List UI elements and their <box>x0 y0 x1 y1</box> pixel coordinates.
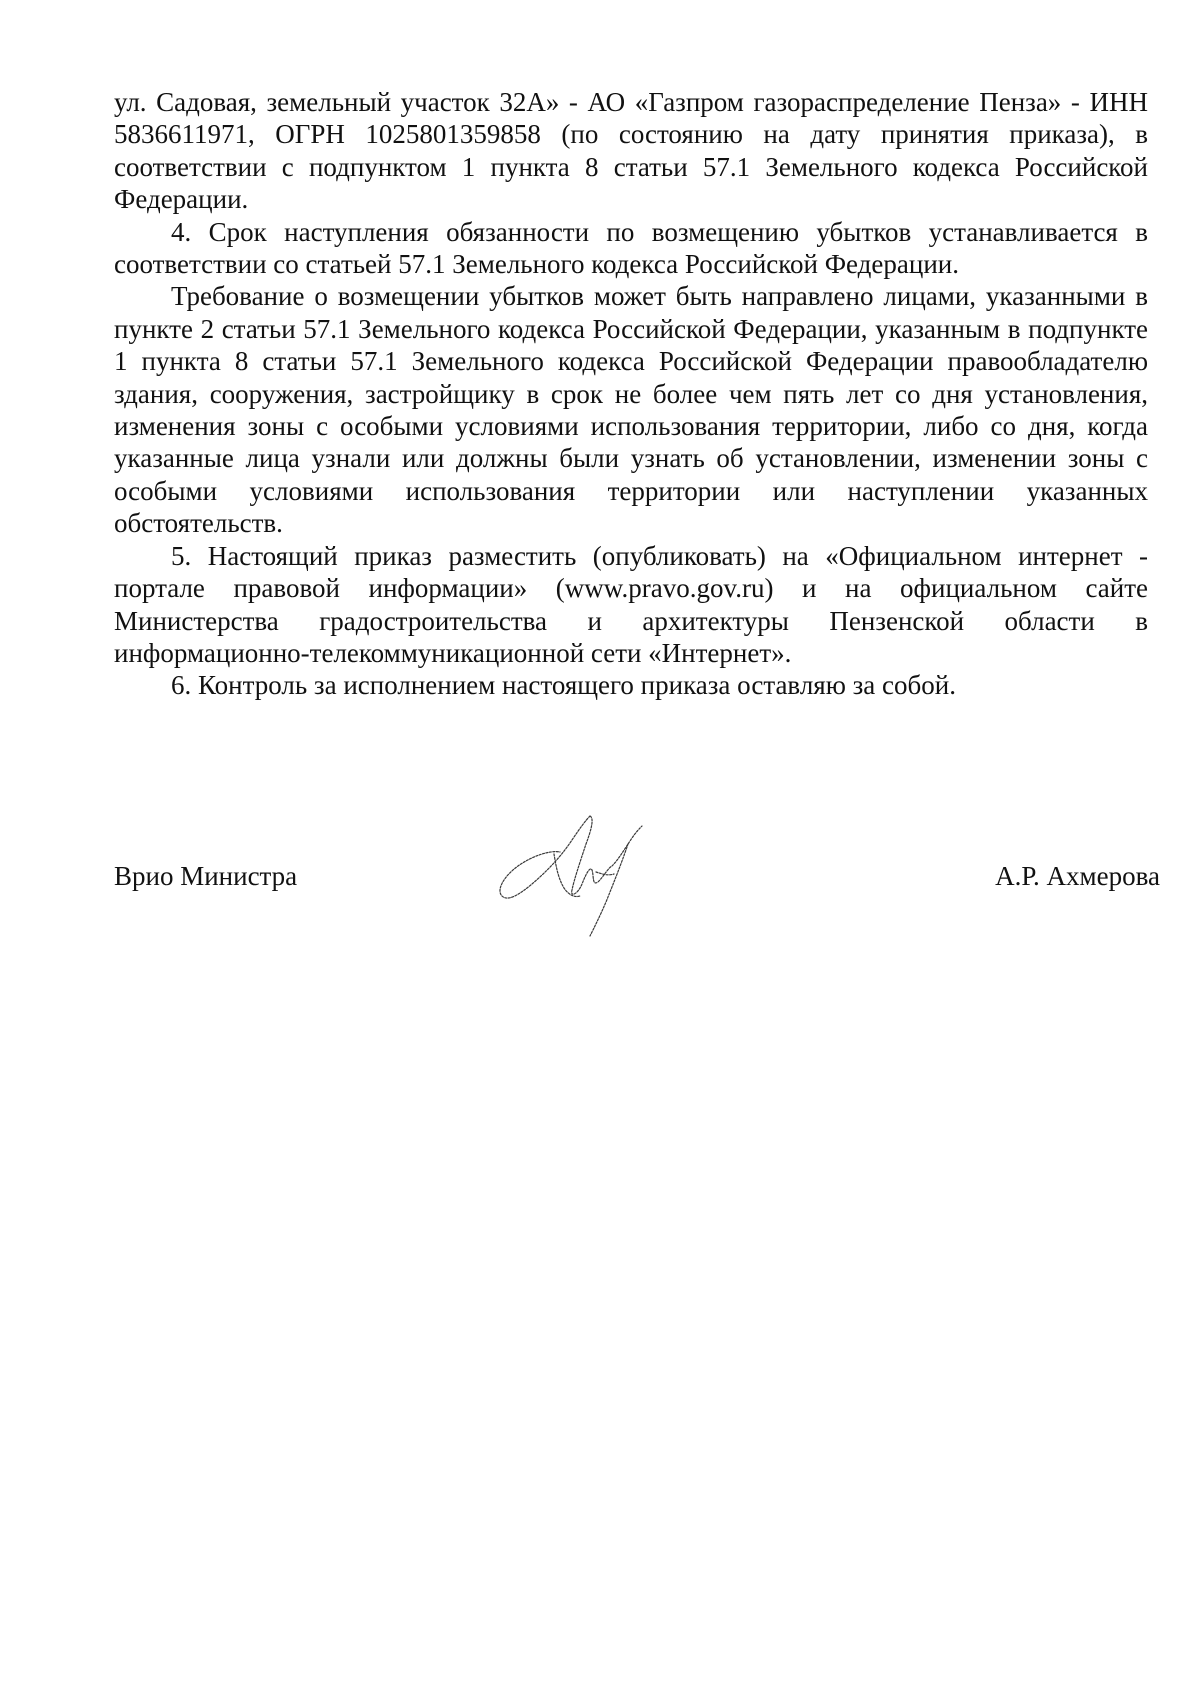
paragraph-address-continuation: ул. Садовая, земельный участок 32А» - АО «Газпром газораспределение Пенза» - ИНН 5836611971, ОГРН 1025801359858 (по состоянию на дату принятия приказа), в соответствии с подпунктом 1 пункта 8 статьи 57.1 Земельного кодекса Российской Федерации. <box>114 87 1148 215</box>
document-body <box>114 86 1148 702</box>
paragraph-item-4: 4. Срок наступления обязанности по возмещению убытков устанавливается в соответствии со статьей 57.1 Земельного кодекса Российской Федерации. <box>114 216 1148 280</box>
paragraph-item-5: 5. Настоящий приказ разместить (опубликовать) на «Официальном интернет - портале правовой информации» (www.pravo.gov.ru) и на официальном сайте Министерства градостроительства и архитектуры Пензенской области в информационно-телекоммуникационной сети «Интернет». <box>114 540 1148 668</box>
paragraph-item-6: 6. Контроль за исполнением настоящего приказа оставляю за собой. <box>171 670 956 701</box>
signature-block <box>114 860 1160 980</box>
signatory-name: А.Р. Ахмерова <box>995 861 1160 891</box>
signatory-title: Врио Министра <box>114 861 298 891</box>
paragraph-compensation-requirement: Требование о возмещении убытков может быть направлено лицами, указанными в пункте 2 статьи 57.1 Земельного кодекса Российской Федерации, указанным в подпункте 1 пункта 8 статьи 57.1 Земельного кодекса Российской Федерации правообладателю здания, сооружения, застройщику в срок не более чем пять лет со дня установления, изменения зоны с особыми условиями использования территории, либо со дня, когда указанные лица узнали или должны были узнать об установлении, изменении зоны с особыми условиями использования территории или наступлении указанных обстоятельств. <box>114 281 1148 539</box>
handwritten-signature <box>494 810 654 940</box>
